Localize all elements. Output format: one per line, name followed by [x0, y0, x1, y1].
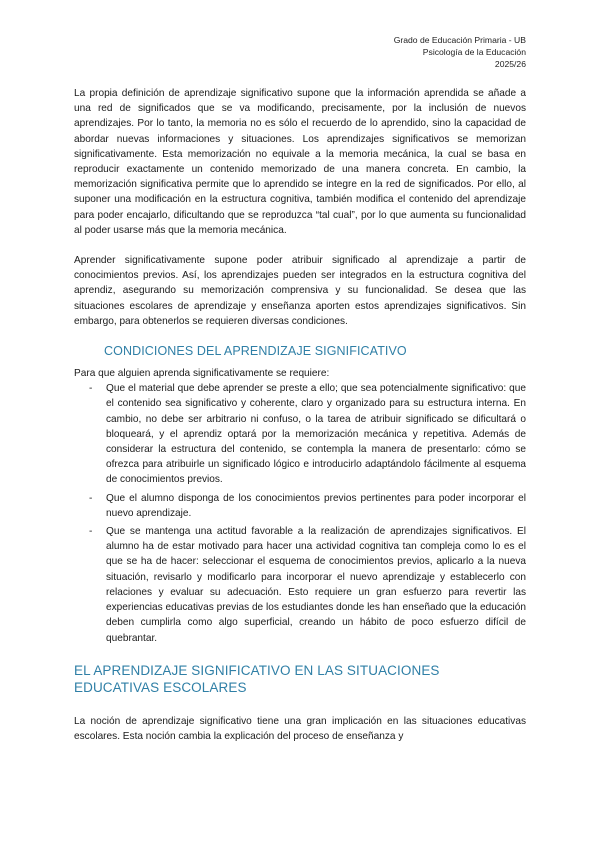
paragraph-memory: La propia definición de aprendizaje significativo supone que la información aprendida se añade a una red de significados que se va modificando, precisamente, por la inclusión de nuevos aprendizajes. Por lo tanto, la memoria no es sólo el recuerdo de lo aprendido, sino la capacidad de abordar nuevas informaciones y situaciones. Los aprendizajes significativos se memorizan significativamente. Esta memorización no equivale a la memoria mecánica, la cual se basa en reproducir exactamente un contenido memorizado de una manera concreta. En cambio, la memorización significativa permite que lo aprendido se integre en la red de significados. Por ello, al suponer una modificación en la estructura cognitiva, también modifica el contenido del aprendizaje para poder encajarlo, dificultando que se reproduzca “tal cual”, por lo que aumenta su funcionalidad al poder usarse más que la memoria mecánica.	[74, 88, 526, 236]
document-body	[74, 86, 526, 759]
paragraph-school-situations: La noción de aprendizaje significativo tiene una gran implicación en las situaciones educativas escolares. Esta noción cambia la explicación del proceso de enseñanza y	[74, 715, 526, 742]
conditions-list	[74, 381, 526, 645]
list-item	[74, 524, 526, 646]
bullet-dash: -	[89, 383, 93, 395]
page-header	[394, 34, 526, 70]
header-degree: Grado de Educación Primaria - UB	[393, 35, 526, 45]
list-item	[74, 381, 526, 487]
section-heading-conditions: CONDICIONES DEL APRENDIZAJE SIGNIFICATIVO	[104, 344, 407, 359]
conditions-intro: Para que alguien aprenda significativamente se requiere:	[74, 368, 330, 380]
list-item	[74, 491, 526, 521]
header-year: 2025/26	[494, 59, 526, 69]
bullet-dash: -	[89, 526, 93, 538]
header-subject: Psicología de la Educación	[422, 47, 526, 57]
section-heading-school-situations: EL APRENDIZAJE SIGNIFICATIVO EN LAS SITUACIONES EDUCATIVAS ESCOLARES	[74, 662, 440, 695]
list-item-text: Que el material que debe aprender se preste a ello; que sea potencialmente significativo: que el contenido sea significativo y coherente, claro y organizado para su estructura interna. En cambio, no debe ser arbitrario ni confuso, o la tarea de atribuir significado se dificultará o bloqueará, y el aprendiz optará por la memorización mecánica y repetitiva. Además de considerar la estructura del contenido, se contempla la manera de presentarlo: cómo se ofrezca para atribuirle un significado lógico e introducirlo adaptándolo fácilmente al esquema de conocimientos previos.	[106, 383, 526, 486]
list-item-text: Que el alumno disponga de los conocimientos previos pertinentes para poder incorporar el nuevo aprendizaje.	[106, 492, 526, 519]
bullet-dash: -	[89, 492, 93, 504]
paragraph-meaningful-learning: Aprender significativamente supone poder atribuir significado al aprendizaje a partir de conocimientos previos. Así, los aprendizajes pueden ser integrados en la estructura cognitiva del aprendiz, asegurando su memorización comprensiva y su funcionalidad. Se desea que las situaciones escolares de aprendizaje y enseñanza aporten estos aprendizajes significativos. Sin embargo, para obtenerlos se requieren diversas condiciones.	[74, 255, 526, 327]
list-item-text: Que se mantenga una actitud favorable a la realización de aprendizajes significativos. El alumno ha de estar motivado para hacer una actividad cognitiva tan compleja como lo es el que se ha de hacer: seleccionar el esquema de conocimientos previos, aplicarlo a la nueva situación, revisarlo y modificarlo para incorporar el nuevo aprendizaje y establecerlo con relaciones y evaluar su adecuación. Esto requiere un gran esfuerzo para revertir las experiencias educativas previas de los estudiantes donde les han enseñado que la educación deben cumplirla como algo superficial, creando un hábito de poco esfuerzo difícil de quebrantar.	[106, 526, 526, 644]
